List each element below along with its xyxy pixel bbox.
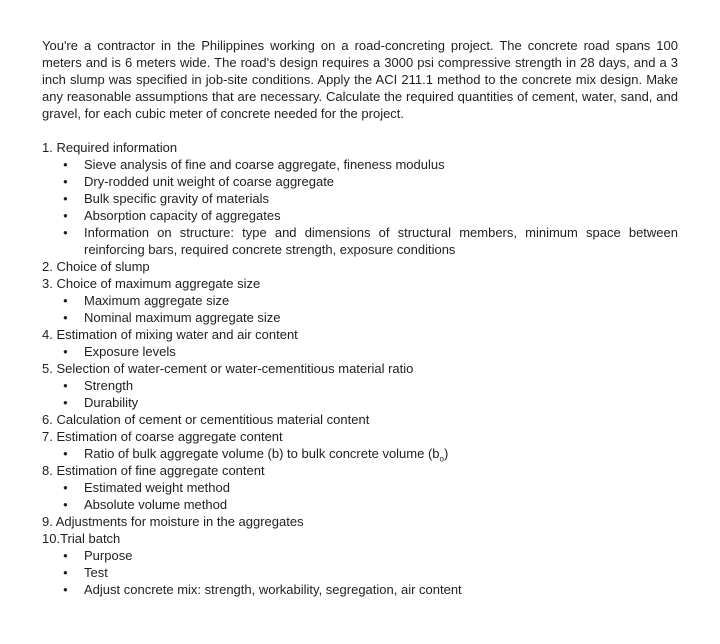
list-item [42, 445, 678, 462]
list-item: ● Nominal maximum aggregate size [42, 309, 678, 326]
bullet-list [42, 156, 678, 258]
step-label: 1. Required information [42, 140, 178, 155]
step-label: 7. Estimation of coarse aggregate content [42, 429, 283, 444]
step-label: 4. Estimation of mixing water and air content [42, 327, 298, 342]
list-item: ● Maximum aggregate size [42, 292, 678, 309]
step-water-cement-ratio [42, 360, 678, 411]
step-max-aggregate-size [42, 275, 678, 326]
step-fine-aggregate [42, 462, 678, 513]
list-item: ● Exposure levels [42, 343, 678, 360]
step-label: 3. Choice of maximum aggregate size [42, 276, 261, 291]
step-label: 9. Adjustments for moisture in the aggregates [42, 514, 304, 529]
step-label: 2. Choice of slump [42, 259, 150, 274]
list-item: ● Dry-rodded unit weight of coarse aggregate [42, 173, 678, 190]
bullet-list [42, 377, 678, 411]
list-item: ● Durability [42, 394, 678, 411]
list-item: ● Purpose [42, 547, 678, 564]
step-label: 5. Selection of water-cement or water-cementitious material ratio [42, 361, 414, 376]
list-item: ● Absolute volume method [42, 496, 678, 513]
problem-statement: You're a contractor in the Philippines working on a road-concreting project. The concrete road spans 100 meters and is 6 meters wide. The road's design requires a 3000 psi compressive strength in 28 days, and a 3 inch slump was specified in job-site conditions. Apply the ACI 211.1 method to the concrete mix design. Make any reasonable assumptions that are necessary. Calculate the required quantities of cement, water, sand, and gravel, for each cubic meter of concrete needed for the project. [42, 38, 678, 121]
step-cement-content [42, 411, 678, 428]
subscript-o: o [439, 454, 444, 464]
bullet-list [42, 479, 678, 513]
bullet-list [42, 343, 678, 360]
list-item: ● Information on structure: type and dimensions of structural members, minimum space between reinforcing bars, required concrete strength, exposure conditions [42, 224, 678, 258]
list-item: ● Bulk specific gravity of materials [42, 190, 678, 207]
closing-paren: ) [443, 446, 449, 461]
step-choice-of-slump [42, 258, 678, 275]
bullet-list [42, 547, 678, 598]
ratio-text: Ratio of bulk aggregate volume (b) to bulk concrete volume (b [84, 446, 440, 461]
step-required-information [42, 139, 678, 258]
step-trial-batch [42, 530, 678, 598]
list-item: ● Strength [42, 377, 678, 394]
step-label: 8. Estimation of fine aggregate content [42, 463, 265, 478]
step-label: 10.Trial batch [42, 531, 121, 546]
bullet-list [42, 292, 678, 326]
step-label: 6. Calculation of cement or cementitious material content [42, 412, 370, 427]
list-item: ● Adjust concrete mix: strength, workability, segregation, air content [42, 581, 678, 598]
step-moisture-adjustments [42, 513, 678, 530]
procedure-list [42, 139, 678, 598]
list-item: ● Absorption capacity of aggregates [42, 207, 678, 224]
list-item: ● Sieve analysis of fine and coarse aggregate, fineness modulus [42, 156, 678, 173]
list-item: ● Estimated weight method [42, 479, 678, 496]
bullet-list [42, 445, 678, 462]
list-item: ● Test [42, 564, 678, 581]
step-mixing-water [42, 326, 678, 360]
step-coarse-aggregate [42, 428, 678, 462]
